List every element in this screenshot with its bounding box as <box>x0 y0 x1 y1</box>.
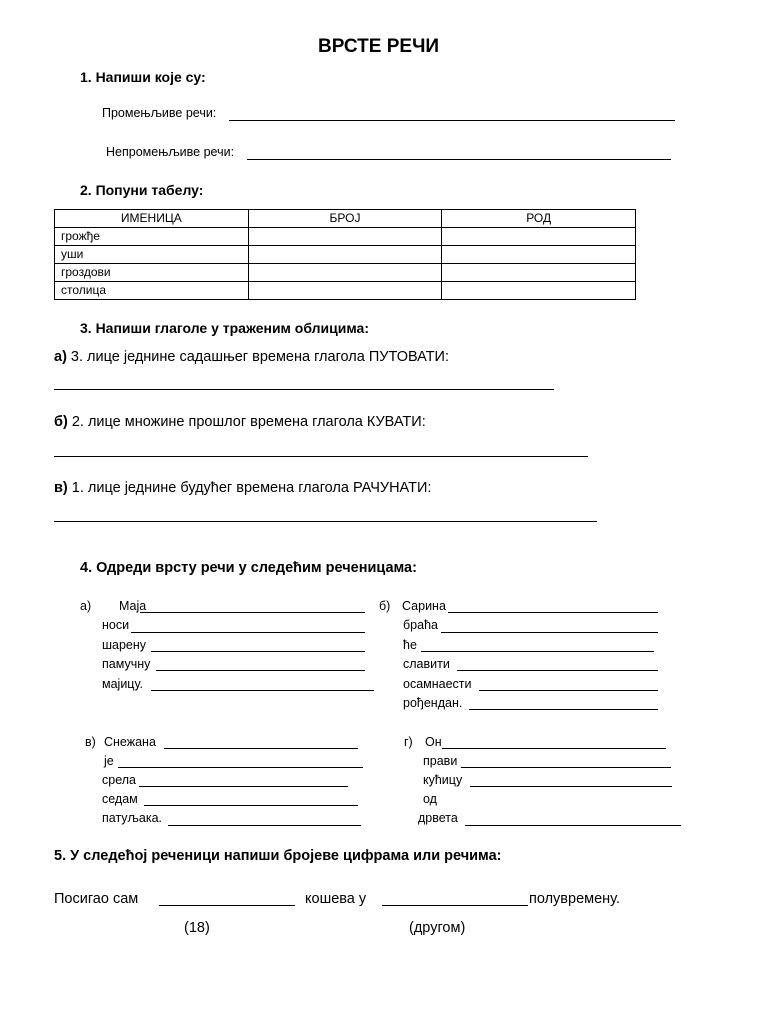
number-cell[interactable] <box>248 246 442 264</box>
question-5-heading: 5. У следећој реченици напиши бројеве цифрама или речима: <box>54 848 502 864</box>
noun-table <box>54 209 636 300</box>
unchangeable-words-line[interactable] <box>247 159 671 160</box>
noun-cell: столица <box>55 282 249 300</box>
word-label: ће <box>403 638 417 652</box>
word-label: Маја <box>119 599 147 613</box>
page-title: ВРСТЕ РЕЧИ <box>318 36 440 57</box>
number-answer-line-1[interactable] <box>159 905 295 906</box>
word-label: памучну <box>102 657 151 671</box>
word-answer-line[interactable] <box>461 767 671 768</box>
number-answer-line-2[interactable] <box>382 905 528 906</box>
task-letter: в) <box>54 480 68 496</box>
answer-line-a[interactable] <box>54 389 554 390</box>
question-4-heading: 4. Одреди врсту речи у следећим реченицама: <box>80 560 417 576</box>
word-answer-line[interactable] <box>156 670 365 671</box>
gender-cell[interactable] <box>442 228 636 246</box>
hint-number: (18) <box>184 920 210 936</box>
word-answer-line[interactable] <box>469 709 658 710</box>
word-answer-line[interactable] <box>144 805 358 806</box>
word-answer-line[interactable] <box>140 612 365 613</box>
noun-cell: грожђе <box>55 228 249 246</box>
sentence-part-2: кошева у <box>305 891 367 907</box>
table-row <box>55 246 636 264</box>
word-answer-line[interactable] <box>457 670 658 671</box>
answer-line-v[interactable] <box>54 521 597 522</box>
unchangeable-words-label: Непромењљиве речи: <box>106 145 235 159</box>
task-letter: б) <box>54 414 68 430</box>
word-label: срела <box>102 773 136 787</box>
word-label: Он <box>425 735 442 749</box>
question-3-heading: 3. Напиши глаголе у траженим облицима: <box>80 320 369 336</box>
word-label: носи <box>102 618 130 632</box>
gender-cell[interactable] <box>442 282 636 300</box>
column-header: БРОЈ <box>248 210 442 228</box>
number-cell[interactable] <box>248 228 442 246</box>
word-label: седам <box>102 792 138 806</box>
word-label: прави <box>423 754 458 768</box>
word-answer-line[interactable] <box>442 748 666 749</box>
hint-ordinal: (другом) <box>409 920 466 936</box>
number-cell[interactable] <box>248 282 442 300</box>
word-label: славити <box>403 657 450 671</box>
word-answer-line[interactable] <box>479 690 658 691</box>
changeable-words-line[interactable] <box>229 120 675 121</box>
verb-task-b <box>54 414 426 430</box>
word-label: дрвета <box>418 811 458 825</box>
answer-line-b[interactable] <box>54 456 588 457</box>
word-label: Снежана <box>104 735 156 749</box>
sentence-a-letter: а) <box>80 599 92 613</box>
table-row <box>55 228 636 246</box>
question-2-heading: 2. Попуни табелу: <box>80 182 204 198</box>
noun-cell: гроздови <box>55 264 249 282</box>
sentence-b-letter: б) <box>379 599 391 613</box>
word-label: мајицу. <box>102 677 143 691</box>
changeable-words-label: Промењљиве речи: <box>102 106 217 120</box>
word-label: осамнаести <box>403 677 472 691</box>
word-label: кућицу <box>423 773 463 787</box>
word-answer-line[interactable] <box>131 632 365 633</box>
word-answer-line[interactable] <box>151 651 365 652</box>
table-row <box>55 282 636 300</box>
word-answer-line[interactable] <box>448 612 658 613</box>
word-label: патуљака. <box>102 811 163 825</box>
word-answer-line[interactable] <box>164 748 358 749</box>
task-text: 1. лице једнине будућег времена глагола РАЧУНАТИ: <box>67 480 432 496</box>
word-answer-line[interactable] <box>168 825 361 826</box>
verb-task-a <box>54 349 449 365</box>
word-label: рођендан. <box>403 696 463 710</box>
word-label: је <box>104 754 114 768</box>
task-text: 2. лице множине прошлог времена глагола КУВАТИ: <box>67 414 426 430</box>
word-label: од <box>423 792 437 806</box>
number-cell[interactable] <box>248 264 442 282</box>
task-text: 3. лице једнине садашњег времена глагола ПУТОВАТИ: <box>66 349 450 365</box>
verb-task-v <box>54 480 431 496</box>
column-header: РОД <box>442 210 636 228</box>
sentence-v-letter: в) <box>85 735 96 749</box>
gender-cell[interactable] <box>442 246 636 264</box>
sentence-part-1: Посигао сам <box>54 891 139 907</box>
table-header-row <box>55 210 636 228</box>
word-answer-line[interactable] <box>465 825 681 826</box>
word-answer-line[interactable] <box>139 786 348 787</box>
word-answer-line[interactable] <box>441 632 658 633</box>
word-label: Сарина <box>402 599 446 613</box>
task-letter: а) <box>54 349 67 365</box>
sentence-g-letter: г) <box>404 735 413 749</box>
column-header: ИМЕНИЦА <box>55 210 249 228</box>
word-answer-line[interactable] <box>470 786 672 787</box>
word-answer-line[interactable] <box>118 767 363 768</box>
table-row <box>55 264 636 282</box>
sentence-part-3: полувремену. <box>529 891 621 907</box>
word-label: браћа <box>403 618 438 632</box>
word-answer-line[interactable] <box>421 651 654 652</box>
question-1-heading: 1. Напиши које су: <box>80 69 206 85</box>
word-label: шарену <box>102 638 147 652</box>
gender-cell[interactable] <box>442 264 636 282</box>
word-answer-line[interactable] <box>151 690 374 691</box>
noun-cell: уши <box>55 246 249 264</box>
